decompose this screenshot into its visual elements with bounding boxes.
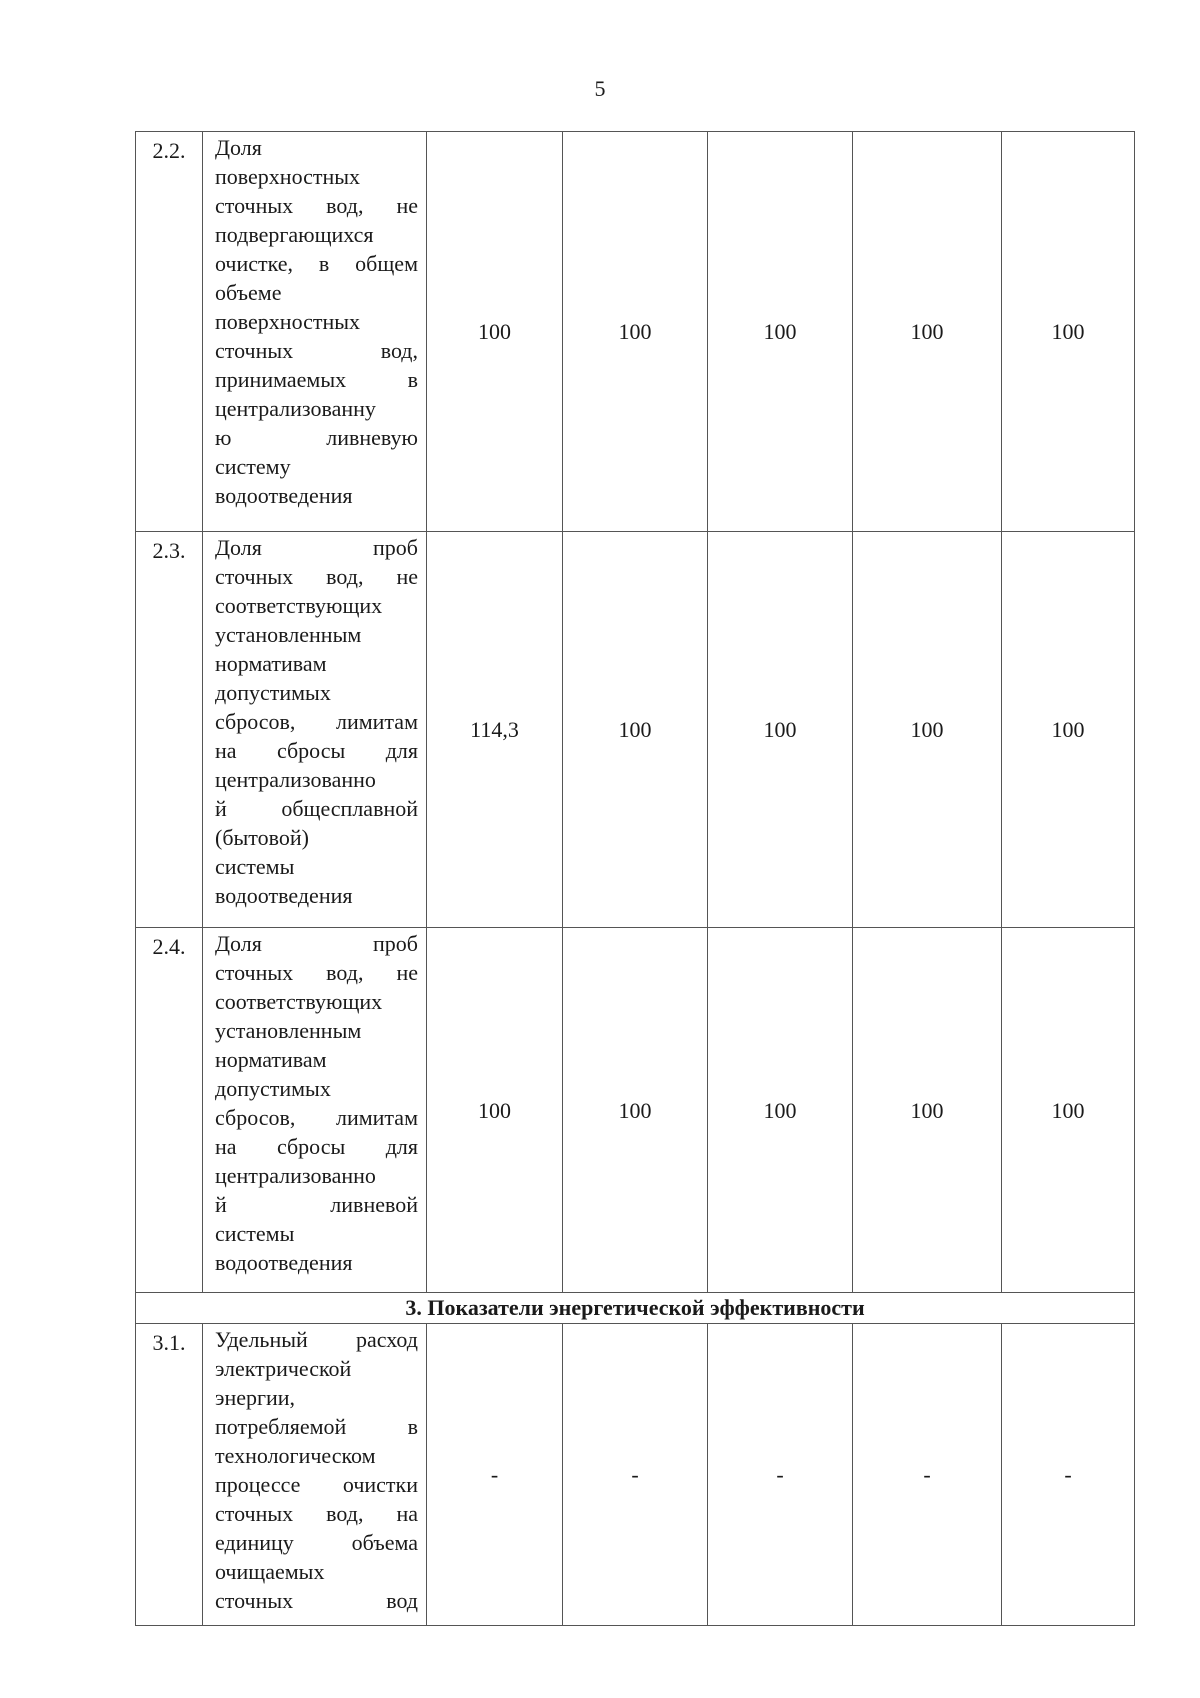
value-cell: 100 [1002, 928, 1135, 1293]
table-row [136, 928, 1135, 1293]
description-line: Удельный расход [215, 1327, 418, 1352]
description-line: системы [215, 854, 295, 879]
value-cell: - [708, 1324, 853, 1626]
indicators-table [135, 131, 1135, 1626]
value-cell: 100 [563, 132, 708, 532]
description-line: подвергающихся [215, 222, 374, 247]
row-description [203, 928, 427, 1293]
value-cell: 100 [563, 928, 708, 1293]
value-cell: 100 [1002, 132, 1135, 532]
section-row [136, 1293, 1135, 1324]
value-cell: 114,3 [427, 532, 563, 928]
description-line: системы [215, 1221, 295, 1246]
description-line: допустимых [215, 680, 331, 705]
value-cell: 100 [708, 132, 853, 532]
description-line: й общесплавной [215, 796, 418, 821]
row-description [203, 1324, 427, 1626]
description-line: Доля проб [215, 931, 418, 956]
row-description [203, 132, 427, 532]
description-line: допустимых [215, 1076, 331, 1101]
row-number: 2.4. [136, 928, 203, 1293]
value-cell: 100 [563, 532, 708, 928]
value-cell: - [853, 1324, 1002, 1626]
description-line: объеме [215, 280, 282, 305]
description-line: установленным [215, 622, 362, 647]
row-number: 2.2. [136, 132, 203, 532]
description-line: сбросов, лимитам [215, 709, 418, 734]
description-line: поверхностных [215, 309, 361, 334]
page-number: 5 [594, 76, 606, 101]
description-line: сточных вод, на [215, 1501, 418, 1526]
value-cell: 100 [708, 532, 853, 928]
description-line: сточных вод [215, 1588, 418, 1613]
description-line: сточных вод, не [215, 193, 418, 218]
value-cell: 100 [853, 132, 1002, 532]
description-line: процессе очистки [215, 1472, 418, 1497]
value-cell: 100 [1002, 532, 1135, 928]
value-cell: 100 [853, 928, 1002, 1293]
table-row [136, 532, 1135, 928]
table-row [136, 132, 1135, 532]
description-line: на сбросы для [215, 738, 418, 763]
description-line: нормативам [215, 651, 327, 676]
value-cell: 100 [427, 928, 563, 1293]
value-cell: - [427, 1324, 563, 1626]
description-line: сточных вод, не [215, 564, 418, 589]
description-line: систему [215, 454, 291, 479]
description-line: сточных вод, [215, 338, 418, 363]
description-line: потребляемой в [215, 1414, 418, 1439]
row-number: 3.1. [136, 1324, 203, 1626]
description-line: Доля проб [215, 535, 418, 560]
section-heading: 3. Показатели энергетической эффективности [136, 1293, 1135, 1324]
description-line: установленным [215, 1018, 362, 1043]
value-cell: 100 [708, 928, 853, 1293]
description-line: водоотведения [215, 483, 353, 508]
description-line: очищаемых [215, 1559, 325, 1584]
value-cell: 100 [427, 132, 563, 532]
description-line: й ливневой [215, 1192, 418, 1217]
description-line: сточных вод, не [215, 960, 418, 985]
description-line: централизованно [215, 1163, 376, 1188]
description-line: единицу объема [215, 1530, 418, 1555]
description-line: водоотведения [215, 1250, 353, 1275]
description-line: Доля [215, 135, 262, 160]
description-line: поверхностных [215, 164, 361, 189]
description-line: на сбросы для [215, 1134, 418, 1159]
table-row [136, 1324, 1135, 1626]
description-line: ю ливневую [215, 425, 418, 450]
description-line: водоотведения [215, 883, 353, 908]
description-line: (бытовой) [215, 825, 309, 850]
description-line: нормативам [215, 1047, 327, 1072]
row-number: 2.3. [136, 532, 203, 928]
description-line: принимаемых в [215, 367, 418, 392]
description-line: технологическом [215, 1443, 376, 1468]
value-cell: - [1002, 1324, 1135, 1626]
description-line: соответствующих [215, 593, 383, 618]
description-line: соответствующих [215, 989, 383, 1014]
row-description [203, 532, 427, 928]
value-cell: - [563, 1324, 708, 1626]
description-line: энергии, [215, 1385, 296, 1410]
description-line: очистке, в общем [215, 251, 418, 276]
description-line: электрической [215, 1356, 352, 1381]
description-line: сбросов, лимитам [215, 1105, 418, 1130]
description-line: централизованно [215, 767, 376, 792]
description-line: централизованну [215, 396, 376, 421]
value-cell: 100 [853, 532, 1002, 928]
